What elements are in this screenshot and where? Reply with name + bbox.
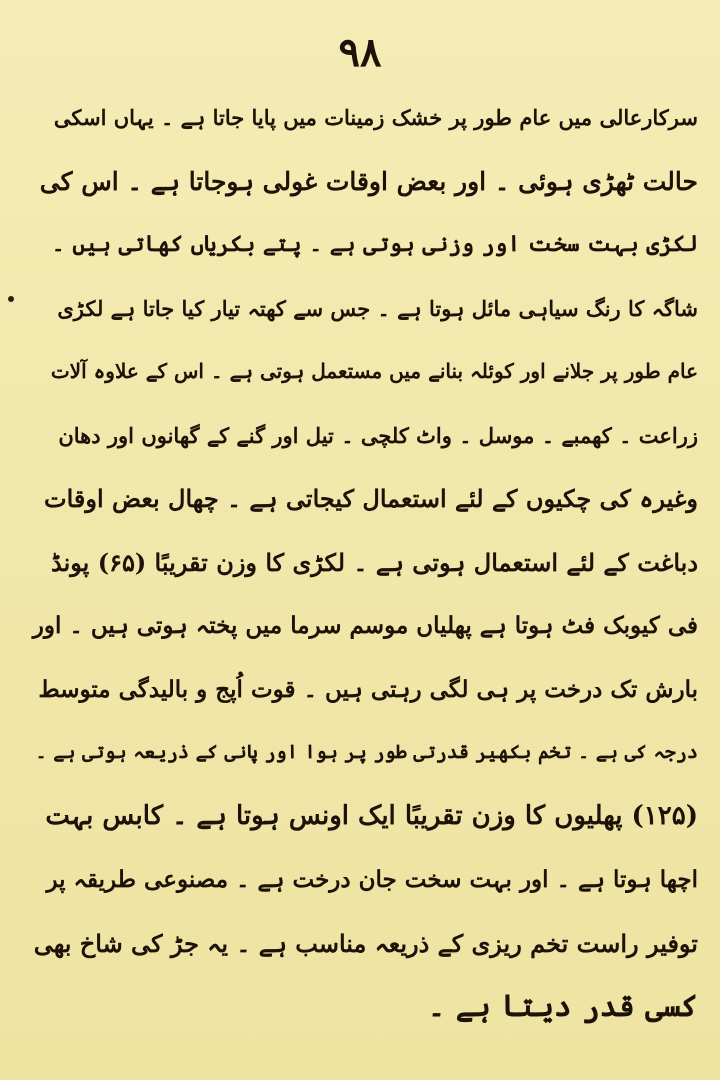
page-number: ۹۸	[338, 29, 382, 76]
text-line: دباغت کے لئے استعمال ہوتی ہے ۔ لکڑی کا وزن تقریبًا (۶۵) پونڈ	[50, 547, 698, 577]
text-line: عام طور پر جلانے اور کوئلہ بنانے میں مستعمل ہوتی ہے ۔ اس کے علاوہ آلات	[50, 359, 698, 383]
text-line: حالت ٹھڑی ہوئی ۔ اور بعض اوقات غولی ہوجاتا ہے ۔ اس کی	[39, 166, 698, 196]
text-line: سرکارعالی میں عام طور پر خشک زمینات میں پایا جاتا ہے ۔ یہاں اسکی	[53, 105, 698, 130]
text-line: کسی قدر دیتا ہے ۔	[427, 989, 698, 1024]
text-line: بارش تک درخت پر ہی لگی رہتی ہیں ۔ قوت اُپج و بالیدگی متوسط	[38, 675, 698, 703]
text-line: اچھا ہوتا ہے ۔ اور بہت سخت جان درخت ہے ۔ مصنوعی طریقہ پر	[46, 866, 698, 893]
body-text	[30, 86, 698, 1039]
text-line: فی کیوبک فٹ ہوتا ہے پھلیاں موسم سرما میں پختہ ہوتی ہیں ۔ اور	[32, 612, 698, 639]
text-line: وغیرہ کی چکیوں کے لئے استعمال کیجاتی ہے ۔ چھال بعض اوقات	[44, 484, 698, 513]
text-line: زراعت ۔ کھمبے ۔ موسل ۔ واٹ کلچی ۔ تیل اور گنے کے گھانوں اور دھان	[58, 422, 698, 448]
text-line: (۱۲۵) پھلیوں کا وزن تقریبًا ایک اونس ہوتا ہے ۔ کابس بہت	[45, 800, 698, 831]
text-line: لکڑی بہت سخت اور وزنی ہوتی ہے ۔ پتے بکریاں کھاتی ہیں ۔	[51, 231, 698, 257]
text-line: شاگہ کا رنگ سیاہی مائل ہوتا ہے ۔ جس سے کھتہ تیار کیا جاتا ہے لکڑی	[57, 295, 698, 321]
text-line: توفیر راست تخم ریزی کے ذریعہ مناسب ہے ۔ یہ جڑ کی شاخ بھی	[33, 928, 698, 958]
margin-mark	[8, 296, 14, 302]
text-line: درجہ کی ہے ۔ تخم بکھیر قدرتی طور پر ہوا اور پانی کے ذریعہ ہوتی ہے ۔	[35, 741, 698, 763]
